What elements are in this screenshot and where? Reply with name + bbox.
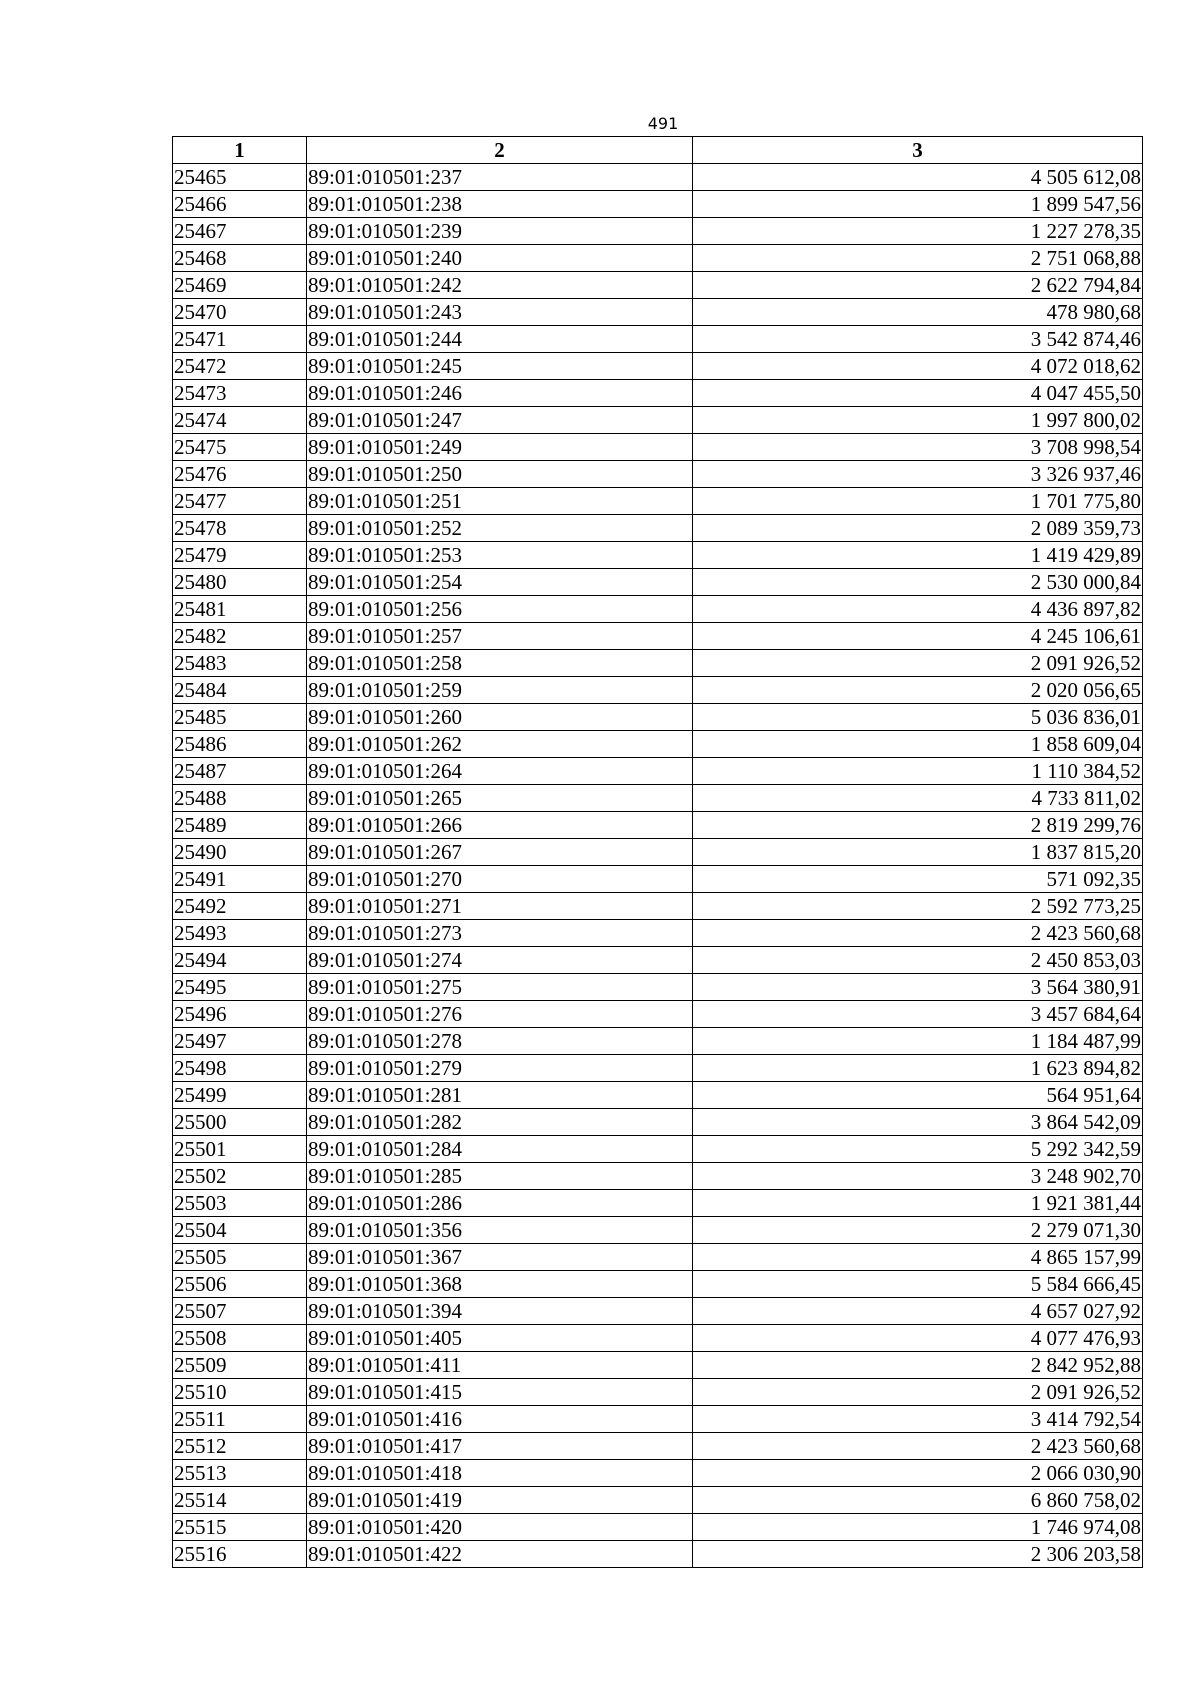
- cadastral-number-cell: 89:01:010501:420: [307, 1514, 693, 1541]
- cadastral-value-cell: 2 020 056,65: [693, 677, 1143, 704]
- table-row: [173, 1163, 1143, 1190]
- row-number-cell: 25471: [173, 326, 307, 353]
- row-number-cell: 25493: [173, 920, 307, 947]
- cadastral-number-cell: 89:01:010501:244: [307, 326, 693, 353]
- table-row: [173, 1082, 1143, 1109]
- table-row: [173, 1379, 1143, 1406]
- row-number-cell: 25490: [173, 839, 307, 866]
- cadastral-number-cell: 89:01:010501:281: [307, 1082, 693, 1109]
- row-number-cell: 25478: [173, 515, 307, 542]
- cadastral-value-cell: 3 457 684,64: [693, 1001, 1143, 1028]
- cadastral-number-cell: 89:01:010501:270: [307, 866, 693, 893]
- row-number-cell: 25500: [173, 1109, 307, 1136]
- cadastral-number-cell: 89:01:010501:246: [307, 380, 693, 407]
- cadastral-value-cell: 2 592 773,25: [693, 893, 1143, 920]
- row-number-cell: 25504: [173, 1217, 307, 1244]
- cadastral-value-cell: 2 306 203,58: [693, 1541, 1143, 1568]
- row-number-cell: 25494: [173, 947, 307, 974]
- cadastral-number-cell: 89:01:010501:260: [307, 704, 693, 731]
- cadastral-value-cell: 1 997 800,02: [693, 407, 1143, 434]
- table-row: [173, 785, 1143, 812]
- cadastral-value-cell: 1 899 547,56: [693, 191, 1143, 218]
- cadastral-value-cell: 2 842 952,88: [693, 1352, 1143, 1379]
- cadastral-value-cell: 3 326 937,46: [693, 461, 1143, 488]
- cadastral-number-cell: 89:01:010501:251: [307, 488, 693, 515]
- cadastral-number-cell: 89:01:010501:242: [307, 272, 693, 299]
- table-header: [173, 137, 1143, 164]
- table-row: [173, 1298, 1143, 1325]
- row-number-cell: 25509: [173, 1352, 307, 1379]
- cadastral-number-cell: 89:01:010501:266: [307, 812, 693, 839]
- row-number-cell: 25513: [173, 1460, 307, 1487]
- cadastral-value-cell: 2 450 853,03: [693, 947, 1143, 974]
- cadastral-number-cell: 89:01:010501:249: [307, 434, 693, 461]
- table-row: [173, 1352, 1143, 1379]
- row-number-cell: 25468: [173, 245, 307, 272]
- row-number-cell: 25481: [173, 596, 307, 623]
- table-row: [173, 326, 1143, 353]
- cadastral-value-cell: 3 542 874,46: [693, 326, 1143, 353]
- cadastral-number-cell: 89:01:010501:422: [307, 1541, 693, 1568]
- cadastral-value-cell: 4 657 027,92: [693, 1298, 1143, 1325]
- cadastral-value-cell: 478 980,68: [693, 299, 1143, 326]
- row-number-cell: 25495: [173, 974, 307, 1001]
- cadastral-number-cell: 89:01:010501:418: [307, 1460, 693, 1487]
- cadastral-value-cell: 1 701 775,80: [693, 488, 1143, 515]
- row-number-cell: 25472: [173, 353, 307, 380]
- table-row: [173, 434, 1143, 461]
- cadastral-number-cell: 89:01:010501:271: [307, 893, 693, 920]
- cadastral-value-cell: 4 047 455,50: [693, 380, 1143, 407]
- row-number-cell: 25482: [173, 623, 307, 650]
- row-number-cell: 25465: [173, 164, 307, 191]
- table-row: [173, 191, 1143, 218]
- column-header-2: 2: [307, 137, 693, 164]
- cadastral-number-cell: 89:01:010501:254: [307, 569, 693, 596]
- table-row: [173, 974, 1143, 1001]
- cadastral-number-cell: 89:01:010501:267: [307, 839, 693, 866]
- cadastral-number-cell: 89:01:010501:419: [307, 1487, 693, 1514]
- cadastral-value-cell: 1 227 278,35: [693, 218, 1143, 245]
- table-row: [173, 542, 1143, 569]
- cadastral-number-cell: 89:01:010501:286: [307, 1190, 693, 1217]
- row-number-cell: 25473: [173, 380, 307, 407]
- cadastral-number-cell: 89:01:010501:278: [307, 1028, 693, 1055]
- cadastral-value-cell: 1 623 894,82: [693, 1055, 1143, 1082]
- table-row: [173, 353, 1143, 380]
- table-row: [173, 218, 1143, 245]
- cadastral-value-cell: 2 279 071,30: [693, 1217, 1143, 1244]
- cadastral-value-cell: 1 858 609,04: [693, 731, 1143, 758]
- cadastral-number-cell: 89:01:010501:240: [307, 245, 693, 272]
- table-row: [173, 947, 1143, 974]
- row-number-cell: 25503: [173, 1190, 307, 1217]
- cadastral-value-cell: 2 423 560,68: [693, 920, 1143, 947]
- table-row: [173, 1190, 1143, 1217]
- table-body: [173, 164, 1143, 1568]
- cadastral-number-cell: 89:01:010501:262: [307, 731, 693, 758]
- table-row: [173, 704, 1143, 731]
- cadastral-value-cell: 3 708 998,54: [693, 434, 1143, 461]
- cadastral-number-cell: 89:01:010501:415: [307, 1379, 693, 1406]
- cadastral-number-cell: 89:01:010501:275: [307, 974, 693, 1001]
- cadastral-number-cell: 89:01:010501:238: [307, 191, 693, 218]
- table-row: [173, 1244, 1143, 1271]
- cadastral-number-cell: 89:01:010501:282: [307, 1109, 693, 1136]
- row-number-cell: 25512: [173, 1433, 307, 1460]
- table-row: [173, 596, 1143, 623]
- cadastral-value-cell: 2 423 560,68: [693, 1433, 1143, 1460]
- table-row: [173, 1433, 1143, 1460]
- table-row: [173, 515, 1143, 542]
- cadastral-number-cell: 89:01:010501:276: [307, 1001, 693, 1028]
- table-row: [173, 677, 1143, 704]
- row-number-cell: 25498: [173, 1055, 307, 1082]
- row-number-cell: 25502: [173, 1163, 307, 1190]
- page-number: 491: [647, 114, 679, 133]
- cadastral-number-cell: 89:01:010501:264: [307, 758, 693, 785]
- row-number-cell: 25480: [173, 569, 307, 596]
- cadastral-value-cell: 2 622 794,84: [693, 272, 1143, 299]
- cadastral-number-cell: 89:01:010501:245: [307, 353, 693, 380]
- table-row: [173, 245, 1143, 272]
- table-row: [173, 1487, 1143, 1514]
- cadastral-number-cell: 89:01:010501:394: [307, 1298, 693, 1325]
- table-row: [173, 1109, 1143, 1136]
- row-number-cell: 25476: [173, 461, 307, 488]
- cadastral-number-cell: 89:01:010501:253: [307, 542, 693, 569]
- header-row: [173, 137, 1143, 164]
- cadastral-value-cell: 4 072 018,62: [693, 353, 1143, 380]
- row-number-cell: 25510: [173, 1379, 307, 1406]
- cadastral-value-cell: 2 751 068,88: [693, 245, 1143, 272]
- cadastral-value-cell: 564 951,64: [693, 1082, 1143, 1109]
- cadastral-value-cell: 2 530 000,84: [693, 569, 1143, 596]
- cadastral-value-cell: 4 077 476,93: [693, 1325, 1143, 1352]
- row-number-cell: 25499: [173, 1082, 307, 1109]
- cadastral-number-cell: 89:01:010501:356: [307, 1217, 693, 1244]
- cadastral-number-cell: 89:01:010501:416: [307, 1406, 693, 1433]
- row-number-cell: 25497: [173, 1028, 307, 1055]
- cadastral-value-cell: 1 184 487,99: [693, 1028, 1143, 1055]
- cadastral-number-cell: 89:01:010501:256: [307, 596, 693, 623]
- table-row: [173, 1541, 1143, 1568]
- row-number-cell: 25487: [173, 758, 307, 785]
- row-number-cell: 25475: [173, 434, 307, 461]
- row-number-cell: 25488: [173, 785, 307, 812]
- cadastral-value-cell: 3 864 542,09: [693, 1109, 1143, 1136]
- row-number-cell: 25489: [173, 812, 307, 839]
- cadastral-value-cell: 571 092,35: [693, 866, 1143, 893]
- cadastral-value-cell: 5 584 666,45: [693, 1271, 1143, 1298]
- cadastral-value-cell: 3 414 792,54: [693, 1406, 1143, 1433]
- cadastral-value-cell: 6 860 758,02: [693, 1487, 1143, 1514]
- table-row: [173, 1055, 1143, 1082]
- cadastral-number-cell: 89:01:010501:257: [307, 623, 693, 650]
- cadastral-number-cell: 89:01:010501:258: [307, 650, 693, 677]
- table-row: [173, 488, 1143, 515]
- cadastral-number-cell: 89:01:010501:368: [307, 1271, 693, 1298]
- table-row: [173, 407, 1143, 434]
- table-row: [173, 758, 1143, 785]
- column-header-3: 3: [693, 137, 1143, 164]
- table-row: [173, 461, 1143, 488]
- cadastral-value-cell: 2 066 030,90: [693, 1460, 1143, 1487]
- row-number-cell: 25516: [173, 1541, 307, 1568]
- cadastral-number-cell: 89:01:010501:265: [307, 785, 693, 812]
- cadastral-value-cell: 4 436 897,82: [693, 596, 1143, 623]
- cadastral-number-cell: 89:01:010501:273: [307, 920, 693, 947]
- row-number-cell: 25467: [173, 218, 307, 245]
- cadastral-value-cell: 5 036 836,01: [693, 704, 1143, 731]
- cadastral-value-cell: 1 419 429,89: [693, 542, 1143, 569]
- row-number-cell: 25511: [173, 1406, 307, 1433]
- table-row: [173, 1001, 1143, 1028]
- cadastral-value-cell: 1 110 384,52: [693, 758, 1143, 785]
- cadastral-value-cell: 4 865 157,99: [693, 1244, 1143, 1271]
- cadastral-number-cell: 89:01:010501:259: [307, 677, 693, 704]
- cadastral-number-cell: 89:01:010501:237: [307, 164, 693, 191]
- row-number-cell: 25483: [173, 650, 307, 677]
- cadastral-value-cell: 2 819 299,76: [693, 812, 1143, 839]
- row-number-cell: 25469: [173, 272, 307, 299]
- table-row: [173, 1028, 1143, 1055]
- row-number-cell: 25470: [173, 299, 307, 326]
- cadastral-value-cell: 1 921 381,44: [693, 1190, 1143, 1217]
- table-row: [173, 1271, 1143, 1298]
- cadastral-value-cell: 2 091 926,52: [693, 1379, 1143, 1406]
- column-header-1: 1: [173, 137, 307, 164]
- cadastral-value-cell: 5 292 342,59: [693, 1136, 1143, 1163]
- cadastral-number-cell: 89:01:010501:252: [307, 515, 693, 542]
- table-row: [173, 920, 1143, 947]
- row-number-cell: 25466: [173, 191, 307, 218]
- cadastral-number-cell: 89:01:010501:250: [307, 461, 693, 488]
- cadastral-value-table: [172, 136, 1143, 1568]
- cadastral-number-cell: 89:01:010501:279: [307, 1055, 693, 1082]
- table-row: [173, 812, 1143, 839]
- table-row: [173, 1325, 1143, 1352]
- cadastral-value-cell: 4 505 612,08: [693, 164, 1143, 191]
- table-row: [173, 623, 1143, 650]
- cadastral-value-cell: 4 245 106,61: [693, 623, 1143, 650]
- cadastral-number-cell: 89:01:010501:247: [307, 407, 693, 434]
- table-row: [173, 299, 1143, 326]
- table-row: [173, 893, 1143, 920]
- table-row: [173, 650, 1143, 677]
- row-number-cell: 25477: [173, 488, 307, 515]
- table-row: [173, 569, 1143, 596]
- row-number-cell: 25514: [173, 1487, 307, 1514]
- row-number-cell: 25501: [173, 1136, 307, 1163]
- cadastral-value-cell: 3 248 902,70: [693, 1163, 1143, 1190]
- cadastral-number-cell: 89:01:010501:411: [307, 1352, 693, 1379]
- row-number-cell: 25508: [173, 1325, 307, 1352]
- cadastral-number-cell: 89:01:010501:285: [307, 1163, 693, 1190]
- row-number-cell: 25492: [173, 893, 307, 920]
- cadastral-value-cell: 2 091 926,52: [693, 650, 1143, 677]
- row-number-cell: 25484: [173, 677, 307, 704]
- row-number-cell: 25474: [173, 407, 307, 434]
- row-number-cell: 25485: [173, 704, 307, 731]
- cadastral-value-cell: 2 089 359,73: [693, 515, 1143, 542]
- cadastral-number-cell: 89:01:010501:367: [307, 1244, 693, 1271]
- table-row: [173, 1136, 1143, 1163]
- cadastral-number-cell: 89:01:010501:243: [307, 299, 693, 326]
- cadastral-value-cell: 1 746 974,08: [693, 1514, 1143, 1541]
- row-number-cell: 25507: [173, 1298, 307, 1325]
- cadastral-value-cell: 1 837 815,20: [693, 839, 1143, 866]
- table-row: [173, 1217, 1143, 1244]
- cadastral-number-cell: 89:01:010501:274: [307, 947, 693, 974]
- cadastral-number-cell: 89:01:010501:284: [307, 1136, 693, 1163]
- table-row: [173, 1514, 1143, 1541]
- table-row: [173, 380, 1143, 407]
- row-number-cell: 25515: [173, 1514, 307, 1541]
- row-number-cell: 25506: [173, 1271, 307, 1298]
- table-row: [173, 731, 1143, 758]
- row-number-cell: 25491: [173, 866, 307, 893]
- row-number-cell: 25505: [173, 1244, 307, 1271]
- table-row: [173, 1406, 1143, 1433]
- row-number-cell: 25479: [173, 542, 307, 569]
- table-row: [173, 164, 1143, 191]
- cadastral-number-cell: 89:01:010501:405: [307, 1325, 693, 1352]
- table-row: [173, 839, 1143, 866]
- row-number-cell: 25496: [173, 1001, 307, 1028]
- table-row: [173, 1460, 1143, 1487]
- cadastral-number-cell: 89:01:010501:239: [307, 218, 693, 245]
- cadastral-value-cell: 4 733 811,02: [693, 785, 1143, 812]
- row-number-cell: 25486: [173, 731, 307, 758]
- cadastral-value-cell: 3 564 380,91: [693, 974, 1143, 1001]
- table-row: [173, 866, 1143, 893]
- cadastral-number-cell: 89:01:010501:417: [307, 1433, 693, 1460]
- table-row: [173, 272, 1143, 299]
